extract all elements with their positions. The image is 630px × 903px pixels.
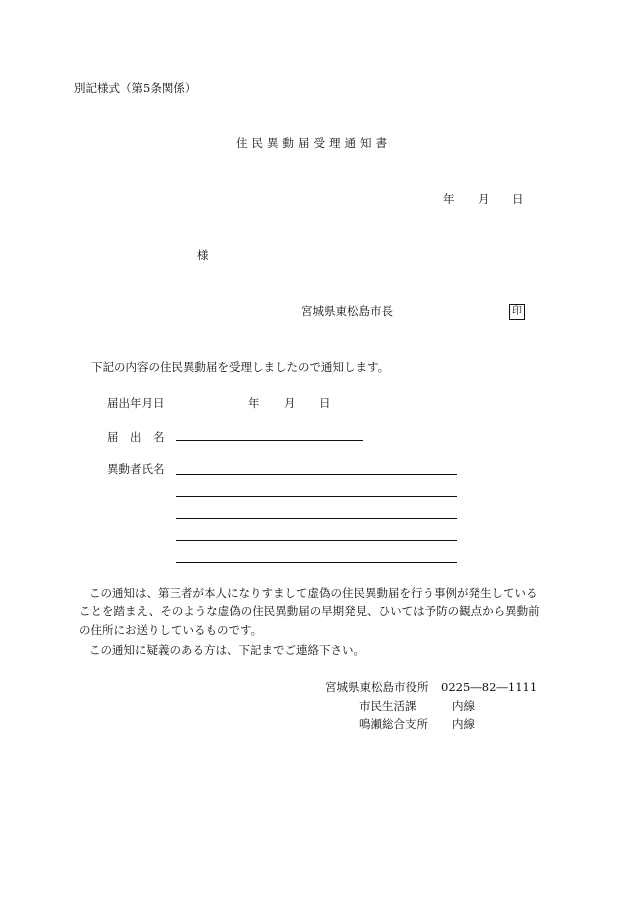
issue-date-day: 日 [512,192,524,206]
seal-mark: 印 [509,304,525,320]
filer-line [176,440,363,441]
addressee-suffix: 様 [197,248,209,262]
issue-date-month: 月 [478,192,490,206]
person-line-5 [176,562,457,563]
intro-text: 下記の内容の住民異動届を受理しましたので通知します。 [91,360,390,374]
person-line-3 [176,518,457,519]
filing-date-year: 年 [248,396,260,410]
contact-dept-1-ext: 内線 [452,699,475,713]
contact-dept-1: 市民生活課 [359,699,417,713]
filing-date-month: 月 [284,396,296,410]
person-line-2 [176,496,457,497]
form-reference: 別記様式（第5条関係） [74,81,197,95]
person-line-1 [176,474,457,475]
notice-line-1: この通知は、第三者が本人になりすまして虚偽の住民異動届を行う事例が発生している [89,586,538,600]
contact-phone: 0225―82―1111 [441,680,538,694]
filer-label: 届 出 名 [107,430,165,444]
filing-date-day: 日 [319,396,331,410]
contact-office: 宮城県東松島市役所 [325,680,429,694]
document-title: 住民異動届受理通知書 [236,136,391,150]
person-line-4 [176,540,457,541]
persons-label: 異動者氏名 [107,462,165,476]
contact-dept-2-ext: 内線 [452,717,475,731]
contact-dept-2: 鳴瀬総合支所 [359,717,428,731]
notice-line-2: ことを踏まえ、そのような虚偽の住民異動届の早期発見、ひいては予防の観点から異動前 [79,604,540,618]
issue-date-year: 年 [443,192,455,206]
notice-line-3: の住所にお送りしているものです。 [79,623,263,637]
filing-date-label: 届出年月日 [107,396,165,410]
notice-line-4: この通知に疑義のある方は、下記までご連絡下さい。 [89,643,365,657]
issuer-name: 宮城県東松島市長 [301,304,393,318]
